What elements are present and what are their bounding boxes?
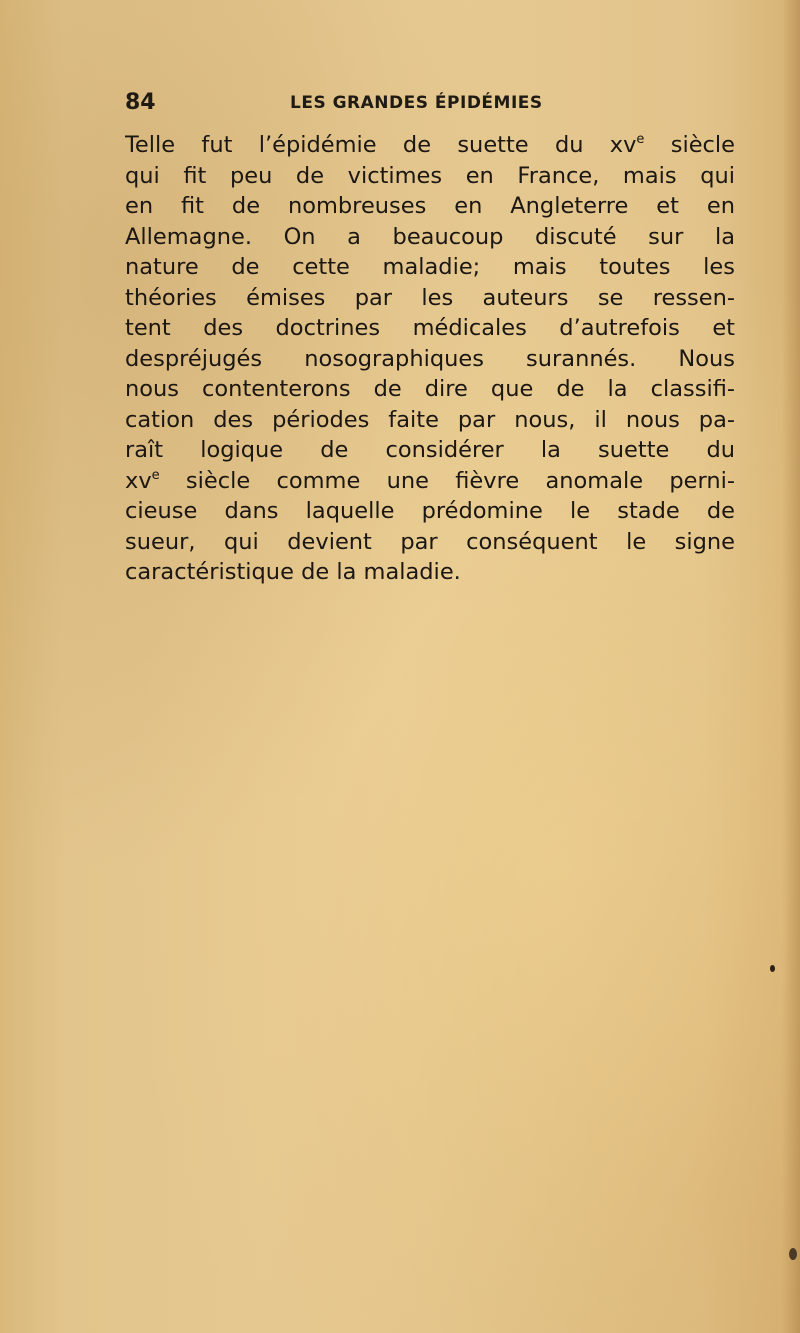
text-line xyxy=(125,435,735,466)
text-segment: qui fit peu de victimes en France, mais qui xyxy=(125,162,735,189)
text-segment: nature de cette maladie; mais toutes les xyxy=(125,254,735,280)
text-line xyxy=(125,344,735,375)
text-line xyxy=(125,161,735,192)
text-segment: xv xyxy=(125,467,152,494)
text-line xyxy=(125,466,735,497)
text-line xyxy=(125,130,735,161)
text-segment: nous contenterons de dire que de la classifi- xyxy=(125,376,735,402)
text-segment: raît logique de considérer la suette du xyxy=(125,437,735,463)
text-line xyxy=(125,527,735,558)
text-line xyxy=(125,191,735,222)
text-line xyxy=(125,252,735,283)
text-segment: despréjugés nosographiques surannés. Nous xyxy=(125,345,735,372)
page-number: 84 xyxy=(125,90,156,115)
text-line xyxy=(125,313,735,344)
text-segment: en fit de nombreuses en Angleterre et en xyxy=(125,193,735,219)
text-line xyxy=(125,496,735,527)
text-line xyxy=(125,557,735,588)
text-segment: cieuse dans laquelle prédomine le stade de xyxy=(125,498,735,524)
text-segment: Allemagne. On a beaucoup discuté sur la xyxy=(125,223,735,250)
running-header xyxy=(125,90,685,120)
superscript: e xyxy=(636,132,645,147)
text-line xyxy=(125,374,735,405)
running-title: LES GRANDES ÉPIDÉMIES xyxy=(290,93,543,113)
text-segment: théories émises par les auteurs se ressen- xyxy=(125,284,735,311)
ink-speck xyxy=(770,965,775,972)
text-segment: cation des périodes faite par nous, il nous pa- xyxy=(125,406,735,433)
text-line xyxy=(125,405,735,436)
text-line xyxy=(125,222,735,253)
text-line xyxy=(125,283,735,314)
superscript: e xyxy=(151,467,160,483)
text-segment: tent des doctrines médicales d’autrefois et xyxy=(125,315,735,341)
page-edge-shadow xyxy=(782,0,800,1333)
ink-speck xyxy=(789,1248,797,1260)
text-segment: sueur, qui devient par conséquent le signe xyxy=(125,528,735,555)
body-paragraph xyxy=(125,130,735,588)
text-segment: Telle fut l’épidémie de suette du xv xyxy=(125,132,637,158)
text-segment: siècle comme une fièvre anomale perni- xyxy=(159,467,735,494)
text-segment: caractéristique de la maladie. xyxy=(125,559,461,585)
text-segment: siècle xyxy=(644,132,735,158)
